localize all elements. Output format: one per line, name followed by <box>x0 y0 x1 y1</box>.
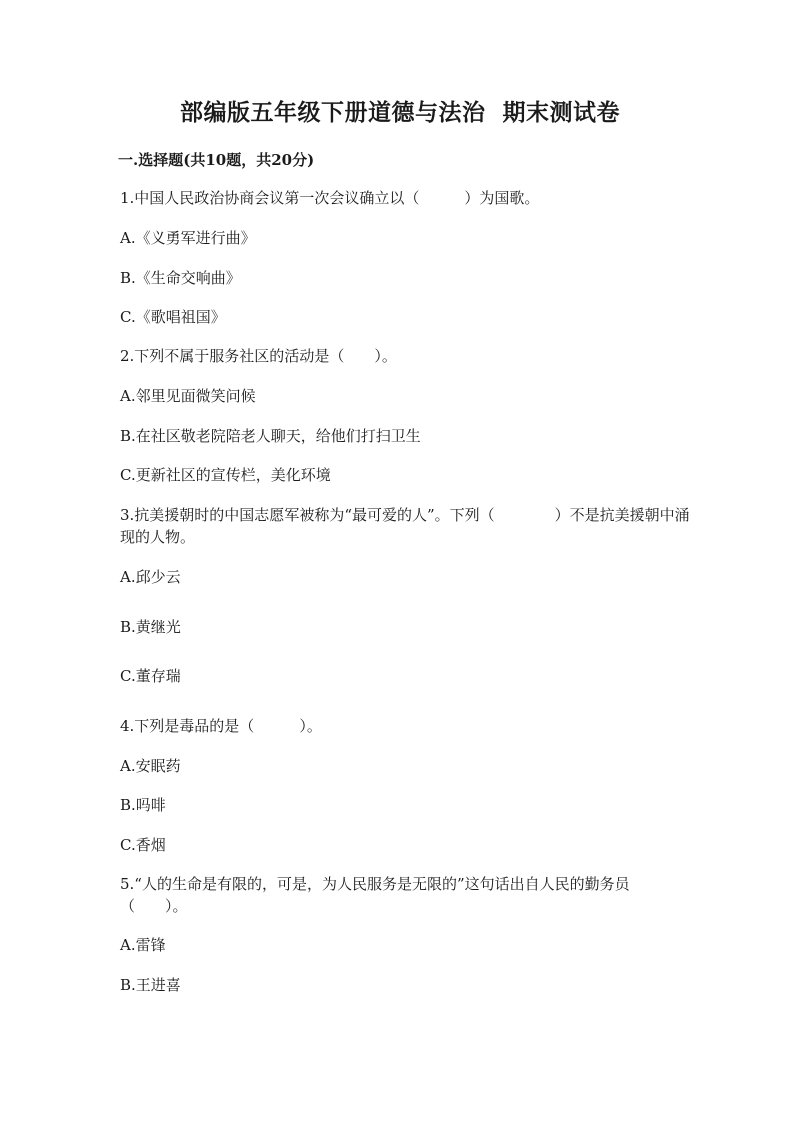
section-heading: 一.选择题(共10题，共20分) <box>118 151 315 169</box>
question-2-option-c[interactable]: C.更新社区的宣传栏，美化环境 <box>120 466 331 484</box>
question-1-option-c[interactable]: C.《歌唱祖国》 <box>120 308 226 326</box>
question-4-option-c[interactable]: C.香烟 <box>120 836 166 854</box>
question-4-stem: 4.下列是毒品的是（ ）。 <box>120 717 322 735</box>
question-5-option-a[interactable]: A.雷锋 <box>120 936 166 954</box>
question-1-option-b[interactable]: B.《生命交响曲》 <box>120 269 241 287</box>
question-3-option-a[interactable]: A.邱少云 <box>120 568 181 586</box>
question-3-stem: 3.抗美援朝时的中国志愿军被称为“最可爱的人”。下列（ ）不是抗美援朝中涌现的人物。 <box>120 506 690 546</box>
question-1-stem: 1.中国人民政治协商会议第一次会议确立以（ ）为国歌。 <box>120 189 540 207</box>
question-4-option-b[interactable]: B.吗啡 <box>120 796 166 814</box>
question-2-option-b[interactable]: B.在社区敬老院陪老人聊天，给他们打扫卫生 <box>120 427 421 445</box>
question-3-option-b[interactable]: B.黄继光 <box>120 618 181 636</box>
question-3-option-c[interactable]: C.董存瑞 <box>120 667 181 685</box>
question-1-option-a[interactable]: A.《义勇军进行曲》 <box>120 229 256 247</box>
exam-title: 部编版五年级下册道德与法治 期末测试卷 <box>179 99 620 126</box>
question-4-option-a[interactable]: A.安眠药 <box>120 757 181 775</box>
question-5-option-b[interactable]: B.王进喜 <box>120 976 181 994</box>
question-5-stem: 5.“人的生命是有限的，可是，为人民服务是无限的”这句话出自人民的勤务员（ ）。 <box>120 875 630 915</box>
question-2-stem: 2.下列不属于服务社区的活动是（ ）。 <box>120 347 397 365</box>
question-2-option-a[interactable]: A.邻里见面微笑问候 <box>120 387 256 405</box>
